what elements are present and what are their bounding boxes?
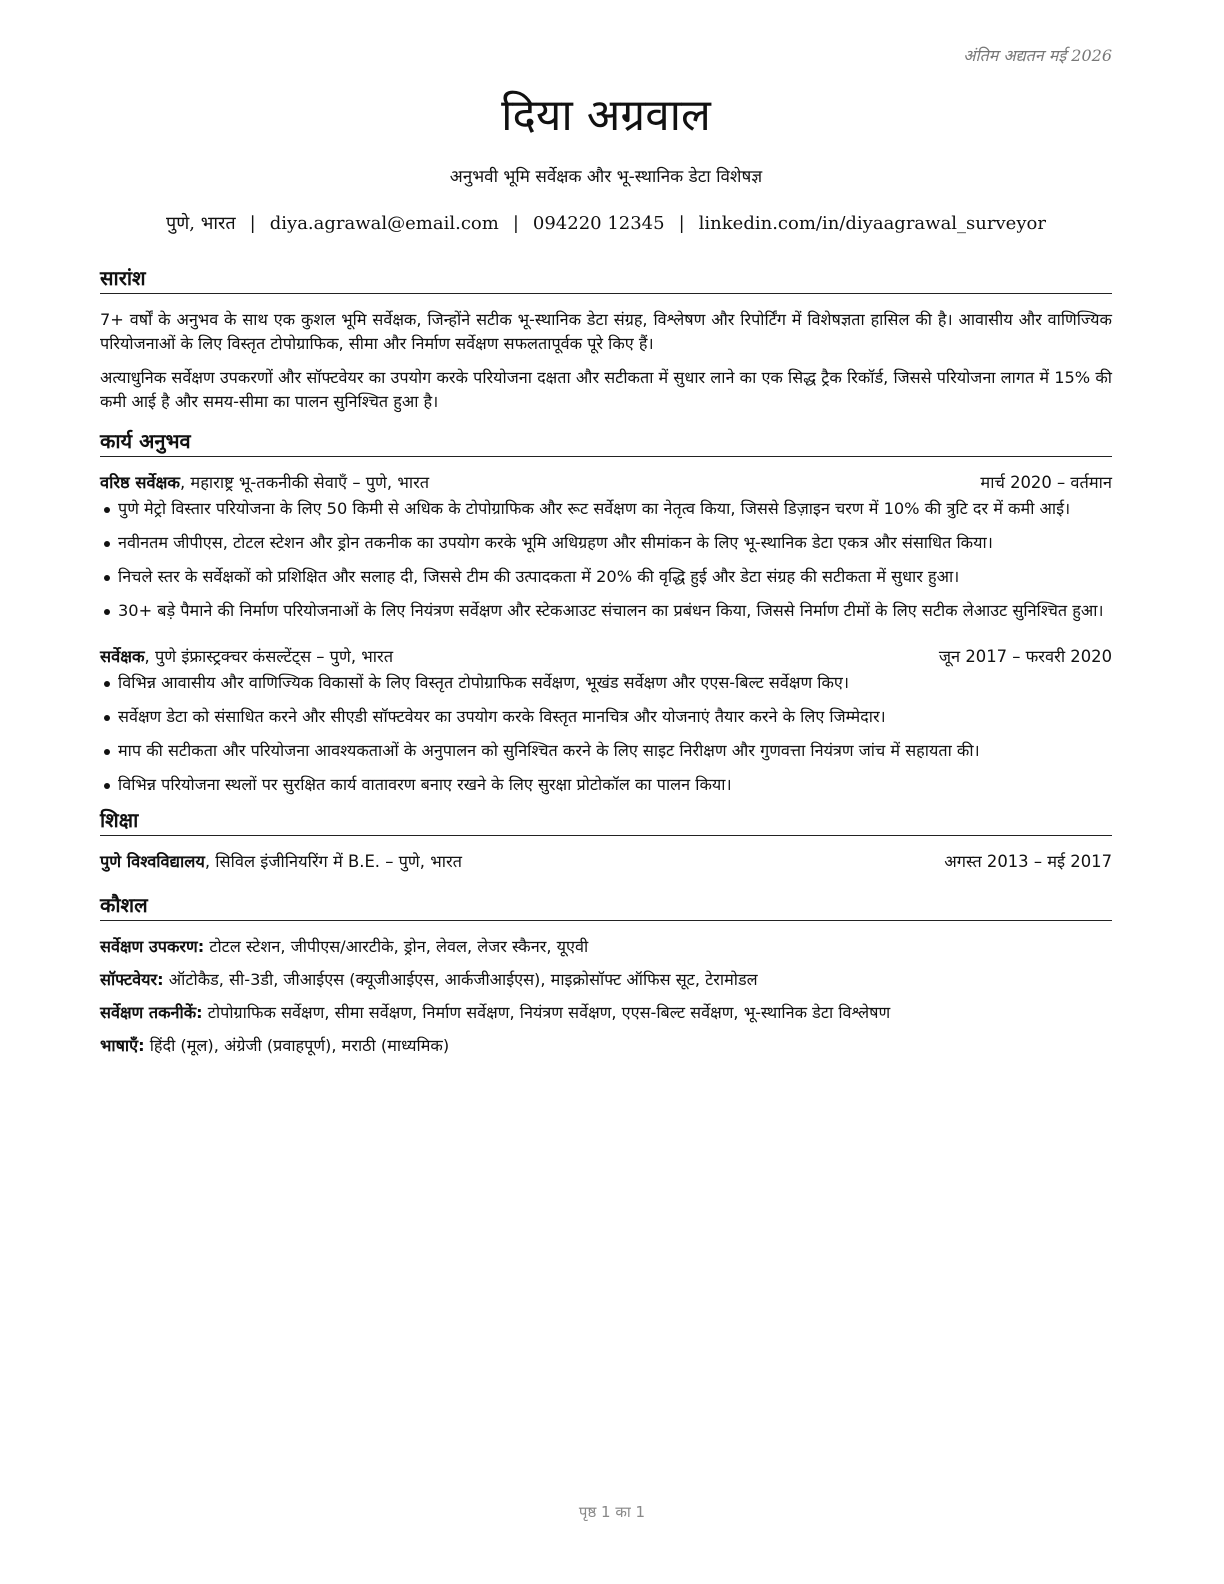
skill-value: टोपोग्राफिक सर्वेक्षण, सीमा सर्वेक्षण, निर्माण सर्वेक्षण, नियंत्रण सर्वेक्षण, एएस-बिल्ट सर्वेक्षण, भू-स्थानिक डेटा विश्लेषण	[202, 1003, 891, 1022]
job-header	[100, 645, 1112, 669]
contact-separator: |	[249, 213, 256, 234]
list-item: विभिन्न परियोजना स्थलों पर सुरक्षित कार्य वातावरण बनाए रखने के लिए सुरक्षा प्रोटोकॉल का पालन किया।	[100, 773, 1112, 797]
job-org: , महाराष्ट्र भू-तकनीकी सेवाएँ – पुणे, भारत	[179, 473, 430, 492]
last-updated: अंतिम अद्यतन मई 2026	[963, 46, 1112, 65]
job-bullets	[100, 671, 1112, 797]
job-dates: मार्च 2020 – वर्तमान	[980, 473, 1112, 492]
contact-email[interactable]: diya.agrawal@email.com	[269, 213, 499, 234]
skill-value: ऑटोकैड, सी-3डी, जीआईएस (क्यूजीआईएस, आर्कजीआईएस), माइक्रोसॉफ्ट ऑफिस सूट, टेरामोडल	[163, 970, 758, 989]
skill-row	[100, 1001, 1112, 1025]
job-entry	[100, 471, 1112, 623]
job-entry	[100, 645, 1112, 797]
skill-value: टोटल स्टेशन, जीपीएस/आरटीके, ड्रोन, लेवल, लेजर स्कैनर, यूएवी	[204, 937, 589, 956]
list-item: 30+ बड़े पैमाने की निर्माण परियोजनाओं के लिए नियंत्रण सर्वेक्षण और स्टेकआउट संचालन का प्रबंधन किया, जिससे निर्माण टीमों के लिए सटीक लेआउट सुनिश्चित हुआ।	[100, 599, 1112, 623]
summary-paragraph: 7+ वर्षों के अनुभव के साथ एक कुशल भूमि सर्वेक्षक, जिन्होंने सटीक भू-स्थानिक डेटा संग्रह, विश्लेषण और रिपोर्टिंग में विशेषज्ञता हासिल की है। आवासीय और वाणिज्यिक परियोजनाओं के लिए विस्तृत टोपोग्राफिक, सीमा और निर्माण सर्वेक्षण सफलतापूर्वक पूरे किए हैं।	[100, 310, 1112, 353]
skills-section	[100, 892, 1112, 1058]
skill-row	[100, 935, 1112, 959]
skill-label: सर्वेक्षण तकनीकें:	[100, 1003, 203, 1022]
contact-location: पुणे, भारत	[166, 213, 236, 234]
contact-separator: |	[678, 213, 685, 234]
skill-label: भाषाएँ:	[100, 1036, 145, 1055]
section-title-experience: कार्य अनुभव	[100, 428, 1112, 457]
list-item: निचले स्तर के सर्वेक्षकों को प्रशिक्षित और सलाह दी, जिससे टीम की उत्पादकता में 20% की वृद्धि हुई और डेटा संग्रह की सटीकता में सुधार हुआ।	[100, 565, 1112, 589]
list-item: सर्वेक्षण डेटा को संसाधित करने और सीएडी सॉफ्टवेयर का उपयोग करके विस्तृत मानचित्र और योजनाएं तैयार करने के लिए जिम्मेदार।	[100, 705, 1112, 729]
education-dates: अगस्त 2013 – मई 2017	[944, 852, 1112, 871]
section-title-summary: सारांश	[100, 265, 1112, 294]
education-school: पुणे विश्वविद्यालय	[100, 852, 205, 871]
list-item: विभिन्न आवासीय और वाणिज्यिक विकासों के लिए विस्तृत टोपोग्राफिक सर्वेक्षण, भूखंड सर्वेक्षण और एएस-बिल्ट सर्वेक्षण किए।	[100, 671, 1112, 695]
education-degree: , सिविल इंजीनियरिंग में B.E. – पुणे, भारत	[204, 852, 463, 871]
list-item: नवीनतम जीपीएस, टोटल स्टेशन और ड्रोन तकनीक का उपयोग करके भूमि अधिग्रहण और सीमांकन के लिए भू-स्थानिक डेटा एकत्र और संसाधित किया।	[100, 531, 1112, 555]
contact-phone: 094220 12345	[532, 213, 665, 234]
section-title-skills: कौशल	[100, 892, 1112, 921]
job-role: सर्वेक्षक	[100, 647, 145, 666]
list-item: पुणे मेट्रो विस्तार परियोजना के लिए 50 किमी से अधिक के टोपोग्राफिक और रूट सर्वेक्षण का नेतृत्व किया, जिससे डिज़ाइन चरण में 10% की त्रुटि दर में कमी आई।	[100, 497, 1112, 521]
skill-row	[100, 968, 1112, 992]
page-footer: पृष्ठ 1 का 1	[578, 1503, 646, 1521]
experience-section	[100, 428, 1112, 797]
job-bullets	[100, 497, 1112, 623]
job-dates: जून 2017 – फरवरी 2020	[938, 647, 1112, 666]
contact-line	[100, 211, 1112, 235]
skill-value: हिंदी (मूल), अंग्रेजी (प्रवाहपूर्ण), मराठी (माध्यमिक)	[144, 1036, 450, 1055]
candidate-name: दिया अग्रवाल	[501, 90, 711, 141]
job-role: वरिष्ठ सर्वेक्षक	[100, 473, 180, 492]
contact-separator: |	[512, 213, 519, 234]
education-entry	[100, 850, 1112, 874]
education-section	[100, 807, 1112, 874]
skill-label: सॉफ्टवेयर:	[100, 970, 164, 989]
job-header	[100, 471, 1112, 495]
skill-label: सर्वेक्षण उपकरण:	[100, 937, 205, 956]
skill-row	[100, 1034, 1112, 1058]
section-title-education: शिक्षा	[100, 807, 1112, 836]
summary-section	[100, 265, 1112, 414]
contact-linkedin[interactable]: linkedin.com/in/diyaagrawal_surveyor	[698, 213, 1046, 234]
job-org: , पुणे इंफ्रास्ट्रक्चर कंसल्टेंट्स – पुणे, भारत	[144, 647, 394, 666]
list-item: माप की सटीकता और परियोजना आवश्यकताओं के अनुपालन को सुनिश्चित करने के लिए साइट निरीक्षण और गुणवत्ता नियंत्रण जांच में सहायता की।	[100, 739, 1112, 763]
tagline: अनुभवी भूमि सर्वेक्षक और भू-स्थानिक डेटा विशेषज्ञ	[449, 167, 763, 187]
summary-paragraph: अत्याधुनिक सर्वेक्षण उपकरणों और सॉफ्टवेयर का उपयोग करके परियोजना दक्षता और सटीकता में सुधार लाने का एक सिद्ध ट्रैक रिकॉर्ड, जिससे परियोजना लागत में 15% की कमी आई है और समय-सीमा का पालन सुनिश्चित हुआ है।	[100, 368, 1112, 411]
